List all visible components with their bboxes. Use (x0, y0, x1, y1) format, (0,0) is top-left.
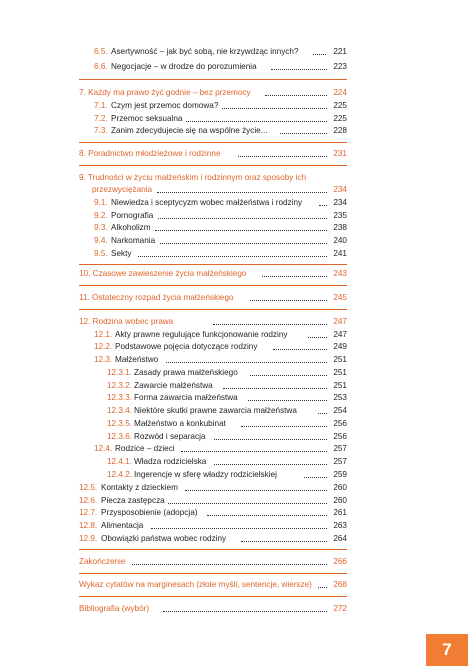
toc-entry-page: 249 (333, 342, 347, 351)
toc-entry (0, 125, 468, 136)
toc-entry-title: Akty prawne regulujące funkcjonowanie rodziny (115, 330, 288, 339)
toc-entry-number: 7.3. (94, 126, 108, 135)
section-divider (79, 285, 347, 286)
toc-entry-title: Kontakty z dzieckiem (101, 483, 178, 492)
toc-entry-page: 247 (333, 330, 347, 339)
toc-entry-page: 264 (333, 534, 347, 543)
toc-entry-title: Obowiązki państwa wobec rodziny (101, 534, 227, 543)
toc-entry-page: 225 (333, 101, 347, 110)
toc-entry-title: Zanim zdecydujecie się na wspólne życie... (111, 126, 268, 135)
toc-entry-number: 9.5. (94, 249, 108, 258)
toc-entry-page: 253 (333, 393, 347, 402)
toc-entry-page: 240 (333, 236, 347, 245)
toc-entry-title: Zawarcie małżeństwa (134, 381, 213, 390)
toc-entry-number: 6.6. (94, 62, 108, 71)
toc-entry (0, 405, 468, 416)
toc-entry-number: 7.2. (94, 114, 108, 123)
leader-dots (318, 412, 327, 414)
leader-dots (151, 527, 327, 529)
leader-dots (181, 450, 327, 452)
toc-chapter (0, 172, 468, 183)
toc-entry-page: 257 (333, 444, 347, 453)
toc-entry-page: 263 (333, 521, 347, 530)
toc-entry-page: 241 (333, 249, 347, 258)
leader-dots (250, 299, 327, 301)
toc-entry (0, 329, 468, 340)
toc-chapter-page: 243 (333, 269, 347, 278)
leader-dots (186, 120, 327, 122)
toc-chapter-title-line2: przezwyciężania (92, 185, 153, 194)
toc-entry-title: Czym jest przemoc domowa? (111, 101, 219, 110)
toc-chapter-title: 8. Poradnictwo młodzieżowe i rodzinne (79, 149, 221, 158)
toc-chapter-page: 272 (333, 604, 347, 613)
leader-dots (157, 191, 327, 193)
toc-entry (0, 495, 468, 506)
toc-chapter-page: 266 (333, 557, 347, 566)
toc-entry (0, 380, 468, 391)
toc-chapter-title: 12. Rodzina wobec prawa (79, 317, 174, 326)
toc-entry-title: Małżeństwo a konkubinat (134, 419, 226, 428)
leader-dots (207, 514, 327, 516)
leader-dots (262, 275, 327, 277)
leader-dots (318, 586, 327, 588)
toc-chapter-page: 234 (333, 185, 347, 194)
toc-entry-number: 12.3.1. (107, 368, 133, 377)
toc-entry (0, 469, 468, 480)
toc-entry-page: 256 (333, 419, 347, 428)
toc-entry-title: Forma zawarcia małżeństwa (134, 393, 238, 402)
toc-entry-number: 12.4.2. (107, 470, 133, 479)
toc-chapter (0, 184, 468, 195)
toc-entry-number: 7.1. (94, 101, 108, 110)
toc-chapter-title: Zakończenie (79, 557, 126, 566)
toc-entry-page: 261 (333, 508, 347, 517)
toc-entry-title: Podstawowe pojęcia dotyczące rodziny (115, 342, 258, 351)
toc-chapter-title-line1: 9. Trudności w życiu małżeńskim i rodzinnym oraz sposoby ich (79, 173, 307, 182)
toc-chapter (0, 268, 468, 279)
toc-chapter (0, 603, 468, 614)
toc-chapter-page: 231 (333, 149, 347, 158)
leader-dots (168, 502, 327, 504)
toc-entry-number: 12.3.3. (107, 393, 133, 402)
leader-dots (280, 132, 327, 134)
toc-entry-page: 251 (333, 355, 347, 364)
toc-chapter-page: 245 (333, 293, 347, 302)
leader-dots (319, 204, 327, 206)
toc-entry-title: Ingerencje w sferę władzy rodzicielskiej (134, 470, 277, 479)
leader-dots (273, 348, 327, 350)
toc-entry-number: 12.3.5. (107, 419, 133, 428)
toc-entry-number: 12.9. (79, 534, 98, 543)
toc-entry (0, 456, 468, 467)
toc-entry (0, 392, 468, 403)
toc-chapter-title: 10. Czasowe zawieszenie życia małżeńskiego (79, 269, 247, 278)
toc-entry-title: Niewiedza i sceptycyzm wobec małżeństwa i rodziny (111, 198, 303, 207)
toc-entry-number: 9.2. (94, 211, 108, 220)
toc-entry-title: Przemoc seksualna (111, 114, 183, 123)
toc-chapter-title: 11. Ostateczny rozpad życia małżeńskiego (79, 293, 234, 302)
leader-dots (241, 540, 327, 542)
toc-entry-page: 251 (333, 368, 347, 377)
toc-entry-title: Zasady prawa małżeńskiego (134, 368, 238, 377)
toc-entry-page: 260 (333, 483, 347, 492)
toc-entry (0, 61, 468, 72)
toc-entry (0, 520, 468, 531)
toc-chapter (0, 556, 468, 567)
leader-dots (166, 361, 327, 363)
toc-entry-title: Władza rodzicielska (134, 457, 207, 466)
toc-entry-title: Asertywność – jak być sobą, nie krzywdząc innych? (111, 47, 299, 56)
toc-chapter (0, 316, 468, 327)
toc-entry-number: 9.3. (94, 223, 108, 232)
toc-chapter-title: 7. Każdy ma prawo żyć godnie – bez przemocy (79, 88, 251, 97)
toc-entry-page: 256 (333, 432, 347, 441)
toc-entry-page: 238 (333, 223, 347, 232)
toc-entry-title: Alimentacja (101, 521, 144, 530)
toc-entry-title: Narkomania (111, 236, 156, 245)
leader-dots (308, 336, 327, 338)
toc-entry-number: 9.4. (94, 236, 108, 245)
toc-chapter-page: 268 (333, 580, 347, 589)
toc-entry (0, 418, 468, 429)
toc-entry-page: 223 (333, 62, 347, 71)
toc-entry (0, 341, 468, 352)
toc-entry (0, 533, 468, 544)
toc-chapter (0, 148, 468, 159)
toc-entry-number: 12.8. (79, 521, 98, 530)
toc-chapter (0, 579, 468, 590)
toc-entry-number: 6.5. (94, 47, 108, 56)
section-divider (79, 596, 347, 597)
toc-entry-page: 228 (333, 126, 347, 135)
toc-entry-number: 9.1. (94, 198, 108, 207)
toc-chapter-page: 247 (333, 317, 347, 326)
toc-entry-number: 12.6. (79, 496, 98, 505)
leader-dots (214, 438, 327, 440)
toc-entry-number: 12.3. (94, 355, 113, 364)
section-divider (79, 142, 347, 143)
toc-entry (0, 354, 468, 365)
leader-dots (158, 217, 327, 219)
leader-dots (313, 53, 326, 55)
toc-entry-number: 12.7. (79, 508, 98, 517)
toc-entry (0, 248, 468, 259)
leader-dots (160, 242, 327, 244)
toc-entry-title: Alkoholizm (111, 223, 151, 232)
toc-chapter-title: Wykaz cytatów na marginesach (złote myśli, sentencje, wiersze) (79, 580, 312, 589)
toc-entry-title: Piecza zastępcza (101, 496, 165, 505)
leader-dots (238, 155, 327, 157)
toc-entry (0, 46, 468, 57)
leader-dots (271, 68, 327, 70)
toc-entry-page: 225 (333, 114, 347, 123)
toc-entry-title: Negocjacje – w drodze do porozumienia (111, 62, 257, 71)
leader-dots (223, 387, 327, 389)
leader-dots (138, 255, 327, 257)
toc-entry (0, 222, 468, 233)
section-divider (79, 165, 347, 166)
toc-chapter (0, 292, 468, 303)
toc-entry-page: 254 (333, 406, 347, 415)
leader-dots (155, 229, 327, 231)
toc-entry (0, 113, 468, 124)
leader-dots (265, 94, 327, 96)
section-divider (79, 309, 347, 310)
section-divider (79, 573, 347, 574)
toc-entry (0, 443, 468, 454)
toc-entry-page: 257 (333, 457, 347, 466)
toc-entry-number: 12.3.2. (107, 381, 133, 390)
leader-dots (304, 476, 327, 478)
toc-entry-title: Rozwód i separacja (134, 432, 206, 441)
toc-entry-title: Rodzice – dzieci (115, 444, 175, 453)
toc-entry-title: Przysposobienie (adopcja) (101, 508, 198, 517)
toc-chapter (0, 87, 468, 98)
toc-entry-number: 12.1. (94, 330, 113, 339)
page-number-tab: 7 (426, 634, 468, 666)
section-divider (79, 549, 347, 550)
toc-chapter-page: 224 (333, 88, 347, 97)
toc-entry-number: 12.3.6. (107, 432, 133, 441)
toc-entry (0, 210, 468, 221)
leader-dots (132, 563, 327, 565)
leader-dots (241, 425, 327, 427)
leader-dots (213, 323, 327, 325)
toc-entry-number: 12.4.1. (107, 457, 133, 466)
leader-dots (248, 399, 327, 401)
toc-entry-page: 235 (333, 211, 347, 220)
toc-entry-number: 12.3.4. (107, 406, 133, 415)
toc-entry-page: 259 (333, 470, 347, 479)
leader-dots (185, 489, 327, 491)
toc-entry-title: Niektóre skutki prawne zawarcia małżeństwa (134, 406, 297, 415)
toc-chapter-title: Bibliografia (wybór) (79, 604, 150, 613)
toc-entry (0, 482, 468, 493)
leader-dots (214, 463, 327, 465)
toc-entry-title: Pornografia (111, 211, 154, 220)
leader-dots (222, 107, 327, 109)
toc-entry (0, 235, 468, 246)
section-divider (79, 264, 347, 265)
leader-dots (250, 374, 327, 376)
toc-entry-page: 221 (333, 47, 347, 56)
toc-entry-title: Sekty (111, 249, 132, 258)
toc-entry-page: 260 (333, 496, 347, 505)
toc-entry-page: 251 (333, 381, 347, 390)
toc-entry-number: 12.5. (79, 483, 98, 492)
toc-entry (0, 507, 468, 518)
toc-entry (0, 431, 468, 442)
toc-entry (0, 100, 468, 111)
toc-entry (0, 367, 468, 378)
section-divider (79, 79, 347, 80)
toc-entry-title: Małżeństwo (115, 355, 159, 364)
toc-entry (0, 197, 468, 208)
leader-dots (163, 610, 327, 612)
toc-entry-number: 12.2. (94, 342, 113, 351)
toc-entry-number: 12.4. (94, 444, 113, 453)
toc-entry-page: 234 (333, 198, 347, 207)
